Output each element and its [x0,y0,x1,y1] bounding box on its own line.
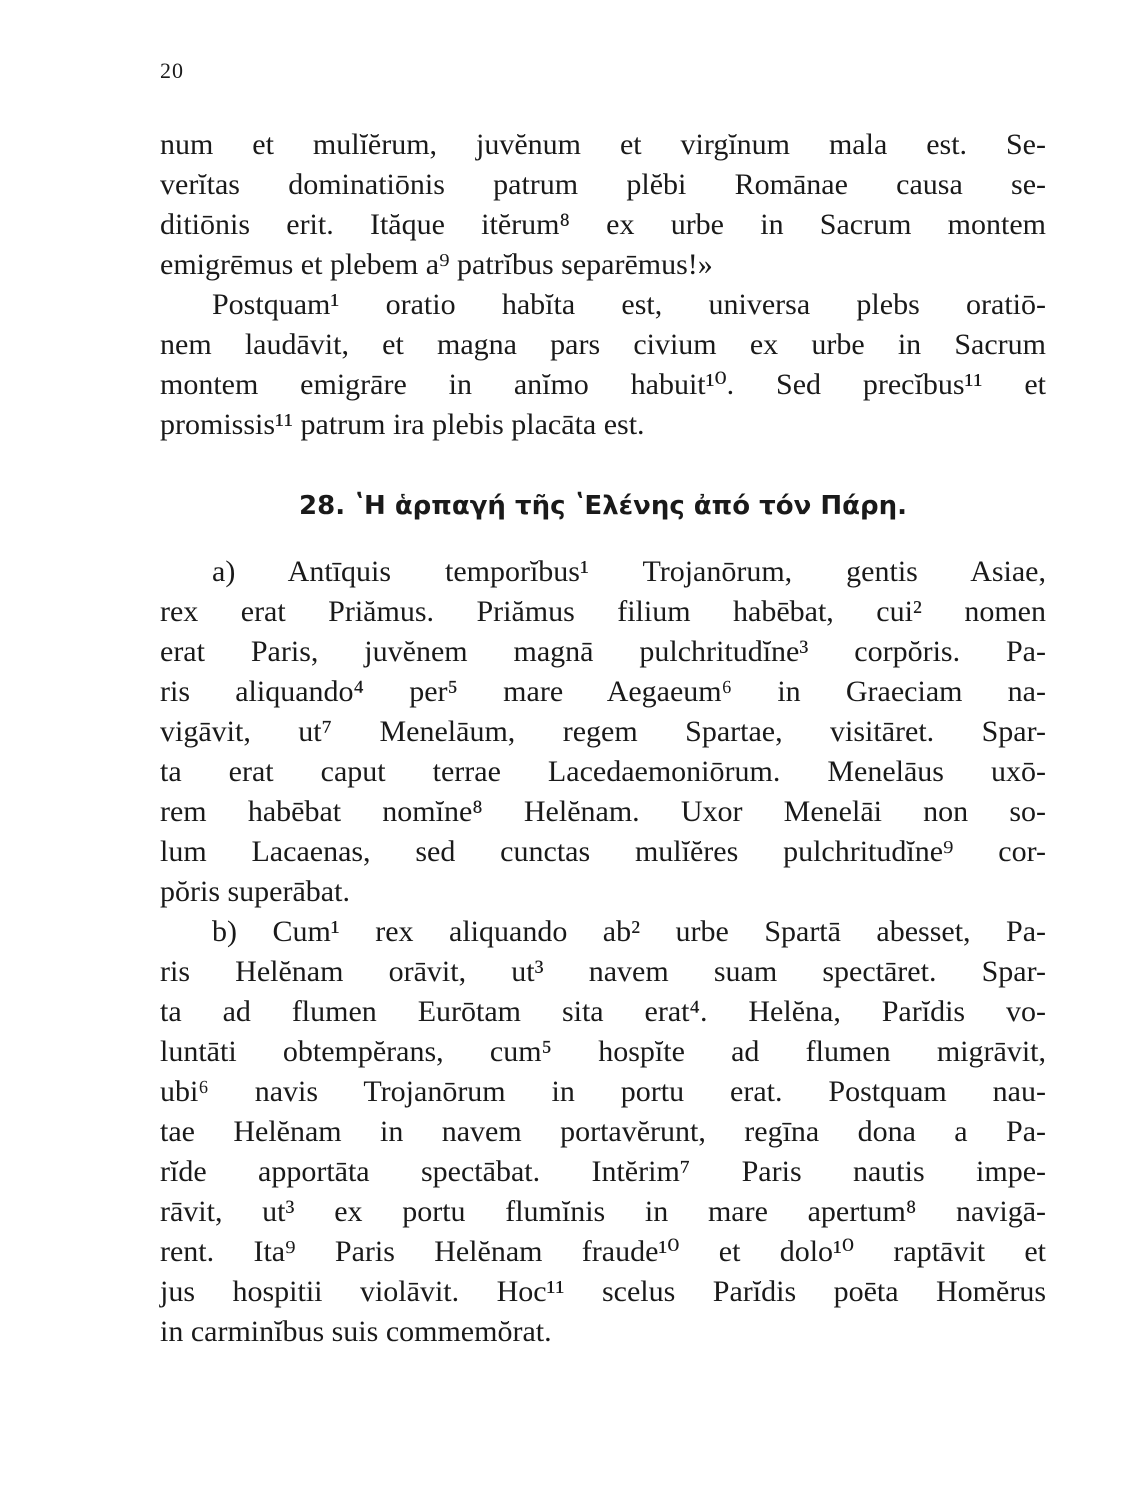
text-line: in carminĭbus suis commemŏrat. [160,1315,552,1348]
text-line: ris Helĕnam orāvit, ut³ navem suam spectāret. Spar- [160,955,1046,988]
text-line: Postquam¹ oratio habĭta est, universa plebs oratiō- [212,288,1046,321]
section-heading: 28. ʽΗ ἁρπαγή τῆς ʽΕλένης ἀπό τόν Πάρη. [299,491,907,521]
text-line: b) Cum¹ rex aliquando ab² urbe Spartā abesset, Pa- [212,915,1046,948]
text-line: ta ad flumen Eurōtam sita erat⁴. Helĕna, Parĭdis vo- [160,995,1046,1028]
text-line: erat Paris, juvĕnem magnā pulchritudĭne³ corpŏris. Pa- [160,635,1046,668]
page-number: 20 [160,58,184,83]
text-block-bottom [160,552,1046,1352]
text-line: montem emigrāre in anĭmo habuit¹⁰. Sed precĭbus¹¹ et [160,368,1046,401]
text-line: tae Helĕnam in navem portavĕrunt, regīna dona a Pa- [160,1115,1046,1148]
text-line: vigāvit, ut⁷ Menelāum, regem Spartae, visitāret. Spar- [160,715,1046,748]
text-line: ta erat caput terrae Lacedaemoniōrum. Menelāus uxō- [160,755,1046,788]
text-line: ubi⁶ navis Trojanōrum in portu erat. Postquam nau- [160,1075,1046,1108]
text-line: jus hospitii violāvit. Hoc¹¹ scelus Parĭdis poēta Homĕrus [160,1275,1046,1308]
text-block-top [160,125,1046,445]
text-line: rem habēbat nomĭne⁸ Helĕnam. Uxor Menelāi non so- [160,795,1046,828]
text-line: ris aliquando⁴ per⁵ mare Aegaeum⁶ in Graeciam na- [160,675,1046,708]
text-line: rex erat Priămus. Priămus filium habēbat, cui² nomen [160,595,1046,628]
text-line: verĭtas dominatiōnis patrum plĕbi Romānae causa se- [160,168,1046,201]
text-line: nem laudāvit, et magna pars civium ex urbe in Sacrum [160,328,1046,361]
text-line: promissis¹¹ patrum ira plebis placāta est. [160,408,645,441]
text-line: rĭde apportāta spectābat. Intĕrim⁷ Paris nautis impe- [160,1155,1046,1188]
text-line: rāvit, ut³ ex portu flumĭnis in mare apertum⁸ navigā- [160,1195,1046,1228]
text-line: num et mulĭĕrum, juvĕnum et virgĭnum mala est. Se- [160,128,1046,161]
text-line: luntāti obtempĕrans, cum⁵ hospĭte ad flumen migrāvit, [160,1035,1046,1068]
text-line: emigrēmus et plebem a⁹ patrĭbus separēmus!» [160,248,713,281]
text-line: a) Antīquis temporĭbus¹ Trojanōrum, gentis Asiae, [212,555,1046,588]
text-line: rent. Ita⁹ Paris Helĕnam fraude¹⁰ et dolo¹⁰ raptāvit et [160,1235,1046,1268]
text-line: pŏris superābat. [160,875,350,908]
text-line: lum Lacaenas, sed cunctas mulĭĕres pulchritudĭne⁹ cor- [160,835,1046,868]
text-line: ditiōnis erit. Ităque itĕrum⁸ ex urbe in Sacrum montem [160,208,1046,241]
